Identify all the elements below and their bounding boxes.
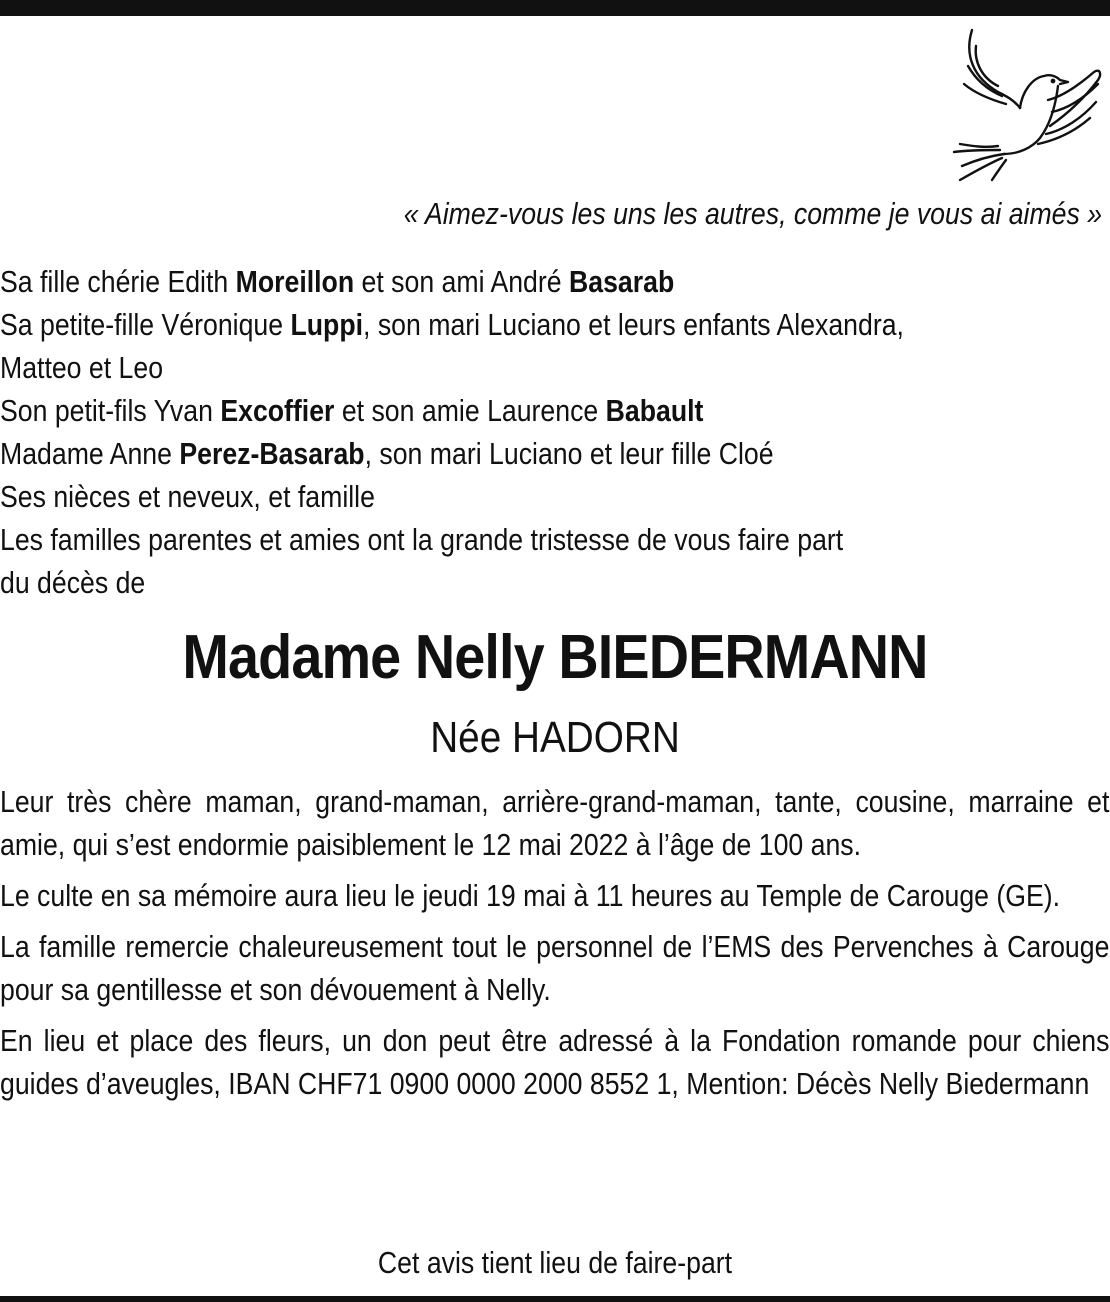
deceased-name: Madame Nelly BIEDERMANN xyxy=(182,623,928,692)
family-text: Sa petite-fille Véronique xyxy=(0,307,291,342)
family-line xyxy=(0,475,1109,518)
family-line xyxy=(0,518,1109,561)
family-text: Madame Anne xyxy=(0,436,180,471)
family-surname: Moreillon xyxy=(235,264,355,299)
paragraph-thanks: La famille remercie chaleureusement tout le personnel de l’EMS des Pervenches à Carouge pour sa gentillesse et son dévouement à Nelly. xyxy=(0,929,1110,1007)
family-text: du décès de xyxy=(0,565,146,600)
family-text: et son amie Laurence xyxy=(334,393,606,428)
family-text: et son ami André xyxy=(354,264,570,299)
notice-body xyxy=(0,780,1109,1113)
family-text: , son mari Luciano et leur fille Cloé xyxy=(364,436,774,471)
family-text: Ses nièces et neveux, et famille xyxy=(0,479,375,514)
dove-icon xyxy=(940,26,1105,184)
closing-note: Cet avis tient lieu de faire-part xyxy=(377,1245,733,1280)
family-surname: Basarab xyxy=(569,264,675,299)
family-announcement xyxy=(0,260,1109,604)
family-surname: Perez-Basarab xyxy=(179,436,365,471)
maiden-name: Née HADORN xyxy=(430,713,680,762)
family-surname: Luppi xyxy=(290,307,364,342)
family-line xyxy=(0,260,1109,303)
family-line xyxy=(0,346,1109,389)
family-text: Sa fille chérie Edith xyxy=(0,264,236,299)
paragraph-tribute: Leur très chère maman, grand-maman, arrière-grand-maman, tante, cousine, marraine et amie, qui s’est endormie paisiblement le 12 mai 2022 à l’âge de 100 ans. xyxy=(0,784,1110,862)
family-surname: Babault xyxy=(605,393,704,428)
top-rule xyxy=(0,0,1110,16)
family-text: Son petit-fils Yvan xyxy=(0,393,221,428)
family-text: Matteo et Leo xyxy=(0,350,164,385)
family-line xyxy=(0,303,1109,346)
bottom-rule xyxy=(0,1296,1110,1302)
family-text: Les familles parentes et amies ont la grande tristesse de vous faire part xyxy=(0,522,844,557)
paragraph-donation: En lieu et place des fleurs, un don peut être adressé à la Fondation romande pour chiens guides d’aveugles, IBAN CHF71 0900 0000 2000 8552 1, Mention: Décès Nelly Biedermann xyxy=(0,1023,1110,1101)
family-surname: Excoffier xyxy=(220,393,335,428)
paragraph-service: Le culte en sa mémoire aura lieu le jeudi 19 mai à 11 heures au Temple de Carouge (GE). xyxy=(0,878,1061,913)
family-line xyxy=(0,389,1109,432)
family-text: , son mari Luciano et leurs enfants Alexandra, xyxy=(363,307,904,342)
family-line xyxy=(0,561,1109,604)
family-line xyxy=(0,432,1109,475)
epigraph-quote: « Aimez-vous les uns les autres, comme je vous ai aimés » xyxy=(403,196,1102,231)
